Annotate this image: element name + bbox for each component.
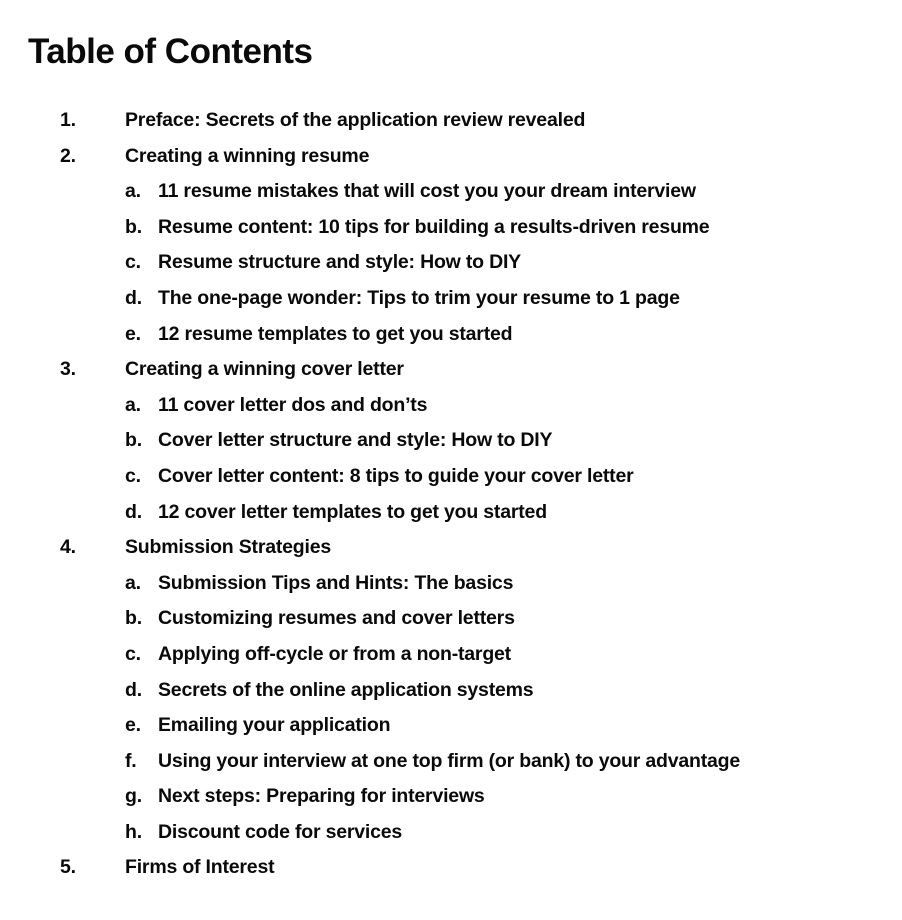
toc-subitem[interactable] [0,317,902,353]
subitem-title: Resume content: 10 tips for building a results-driven resume [158,215,710,238]
toc-subitem[interactable] [0,281,902,317]
subitem-title: Cover letter structure and style: How to DIY [158,429,553,452]
subitem-letter: e. [125,322,141,345]
toc-subitem[interactable] [0,459,902,495]
section-title: Preface: Secrets of the application review revealed [125,109,586,131]
section-title: Submission Strategies [125,536,332,559]
toc-section[interactable] [0,352,902,388]
subitem-title: Customizing resumes and cover letters [158,607,515,630]
subitem-letter: c. [125,464,141,487]
subitem-title: 11 resume mistakes that will cost you your dream interview [158,180,696,203]
toc-subitem[interactable] [0,423,902,459]
subitem-title: 12 resume templates to get you started [158,322,513,345]
subitem-title: Discount code for services [158,820,403,843]
subitem-letter: d. [125,286,142,309]
toc-subitem[interactable] [0,245,902,281]
toc-subitem[interactable] [0,744,902,780]
toc-subitem[interactable] [0,708,902,744]
subitem-title: Submission Tips and Hints: The basics [158,571,514,594]
toc-subitem[interactable] [0,815,902,851]
toc-subitem[interactable] [0,779,902,815]
section-number: 1. [60,109,76,131]
toc-section[interactable] [0,139,902,175]
subitem-title: The one-page wonder: Tips to trim your resume to 1 page [158,286,680,309]
subitem-letter: d. [125,678,142,701]
toc-section[interactable] [0,103,902,139]
subitem-letter: d. [125,500,142,523]
subitem-letter: b. [125,215,142,238]
subitem-letter: a. [125,571,141,594]
subitem-title: Cover letter content: 8 tips to guide your cover letter [158,464,634,487]
section-title: Firms of Interest [125,856,275,879]
toc-subitem[interactable] [0,210,902,246]
subitem-letter: b. [125,607,142,630]
section-number: 4. [60,536,76,559]
subitem-letter: c. [125,251,141,274]
toc-subitem[interactable] [0,174,902,210]
section-number: 3. [60,358,76,381]
section-number: 5. [60,856,76,879]
subitem-title: Applying off-cycle or from a non-target [158,642,511,665]
toc-section[interactable] [0,530,902,566]
section-title: Creating a winning cover letter [125,358,404,381]
subitem-title: 11 cover letter dos and don’ts [158,393,428,416]
subitem-letter: h. [125,820,142,843]
toc-subitem[interactable] [0,566,902,602]
subitem-title: Emailing your application [158,714,391,737]
toc-subitem[interactable] [0,495,902,531]
subitem-letter: e. [125,714,141,737]
subitem-title: 12 cover letter templates to get you started [158,500,547,523]
toc-section[interactable] [0,850,902,886]
subitem-letter: g. [125,785,142,808]
toc-subitem[interactable] [0,601,902,637]
subitem-title: Next steps: Preparing for interviews [158,785,485,808]
subitem-letter: a. [125,180,141,203]
page-title: Table of Contents [28,32,313,71]
subitem-title: Secrets of the online application systems [158,678,534,701]
subitem-letter: f. [125,749,137,772]
subitem-letter: b. [125,429,142,452]
toc-subitem[interactable] [0,388,902,424]
table-of-contents [0,103,902,886]
toc-subitem[interactable] [0,673,902,709]
subitem-title: Using your interview at one top firm (or bank) to your advantage [158,749,741,772]
section-number: 2. [60,144,76,167]
subitem-title: Resume structure and style: How to DIY [158,251,521,274]
section-title: Creating a winning resume [125,144,370,167]
subitem-letter: a. [125,393,141,416]
subitem-letter: c. [125,642,141,665]
toc-subitem[interactable] [0,637,902,673]
